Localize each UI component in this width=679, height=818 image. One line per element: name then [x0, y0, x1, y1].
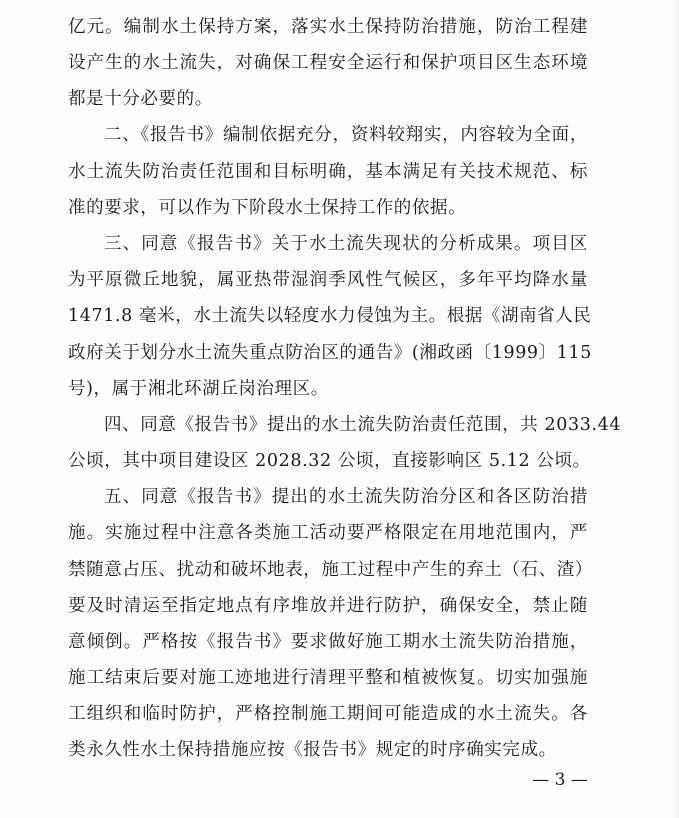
paragraph-3-first-line: 三、同意《报告书》关于水土流失现状的分析成果。项目区: [104, 234, 588, 254]
text-line: 要及时清运至指定地点有序堆放并进行防护，确保安全，禁止随: [68, 596, 588, 616]
text-line: 禁随意占压、扰动和破坏地表，施工过程中产生的弃土（石、渣）: [68, 560, 593, 580]
page-edge-shadow: [673, 0, 679, 818]
text-line: 都是十分必要的。: [68, 89, 213, 109]
text-line: 亿元。编制水土保持方案，落实水土保持防治措施，防治工程建: [68, 17, 588, 37]
text-line: 水土流失防治责任范围和目标明确，基本满足有关技术规范、标: [68, 162, 588, 182]
text-line: 施。实施过程中注意各类施工活动要严格限定在用地范围内，严: [68, 523, 588, 543]
text-line: 设产生的水土流失，对确保工程安全运行和保护项目区生态环境: [68, 53, 588, 73]
paragraph-4-first-line: 四、同意《报告书》提出的水土流失防治责任范围，共 2033.44: [104, 415, 622, 435]
paragraph-5-first-line: 五、同意《报告书》提出的水土流失防治分区和各区防治措: [104, 487, 588, 507]
text-line: 号)，属于湘北环湖丘岗治理区。: [68, 379, 329, 399]
text-line: 公顷，其中项目建设区 2028.32 公顷，直接影响区 5.12 公顷。: [68, 451, 591, 471]
paragraph-2-first-line: 二、《报告书》编制依据充分，资料较翔实，内容较为全面，: [104, 125, 588, 145]
text-line: 工组织和临时防护，严格控制施工期间可能造成的水土流失。各: [68, 704, 588, 724]
text-line: 准的要求，可以作为下阶段水土保持工作的依据。: [68, 198, 467, 218]
text-line: 施工结束后要对施工迹地进行清理平整和植被恢复。切实加强施: [68, 668, 588, 688]
text-line: 为平原微丘地貌，属亚热带湿润季风性气候区，多年平均降水量: [68, 270, 588, 290]
text-line: 1471.8 毫米，水土流失以轻度水力侵蚀为主。根据《湖南省人民: [68, 306, 592, 326]
page-number: — 3 —: [532, 770, 588, 790]
text-line: 政府关于划分水土流失重点防治区的通告》(湘政函〔1999〕115: [68, 343, 592, 363]
text-line: 意倾倒。严格按《报告书》要求做好施工期水土流失防治措施，: [68, 632, 588, 652]
text-line: 类永久性水土保持措施应按《报告书》规定的时序确实完成。: [68, 740, 557, 760]
